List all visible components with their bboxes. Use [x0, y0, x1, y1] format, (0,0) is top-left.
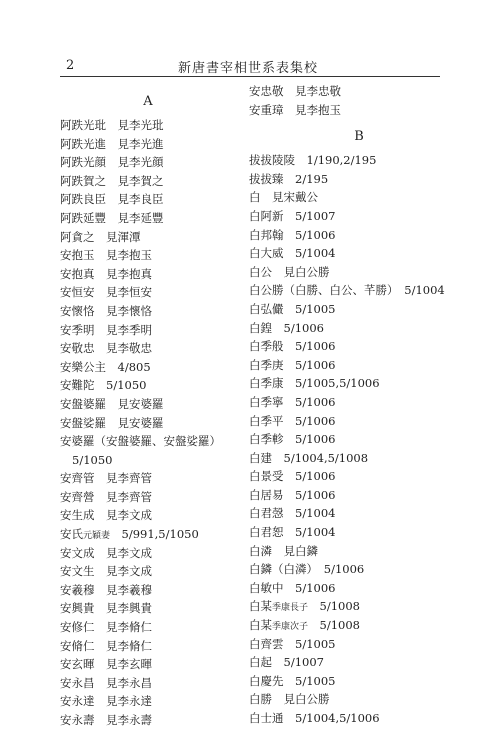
index-entry: 安恒安 見李恒安: [60, 285, 152, 300]
header-rule: [60, 76, 440, 77]
index-entry: [249, 597, 469, 616]
index-entry: 安季明 見李季明: [60, 322, 152, 337]
index-entry: 安懷恪 見李懷恪: [60, 303, 152, 318]
index-entry: 安齊管 見李齊管: [60, 471, 152, 486]
index-entry: 安盤娑羅 見安婆羅: [60, 415, 164, 430]
index-entry: 安文生 見李文成: [60, 564, 152, 579]
index-entry: 白季寧 5/1006: [249, 394, 336, 409]
entry-name: 白某: [249, 599, 272, 614]
index-entry: 安樂公主 4/805: [60, 359, 151, 374]
entry-note: 元穎妻: [83, 531, 111, 542]
entry-ref: 5/1008: [308, 599, 360, 614]
index-list-a-cont: [249, 82, 469, 119]
index-entry: 白居易 5/1006: [249, 487, 336, 502]
index-entry: 阿跌賀之 見李賀之: [60, 173, 164, 188]
index-entry: 白鍠 5/1006: [249, 320, 324, 335]
index-list-a3: [60, 544, 236, 730]
section-heading-a: A: [143, 94, 153, 109]
index-list-a2: [60, 469, 236, 525]
index-entry: 安難陀 5/1050: [60, 378, 147, 393]
index-entry: 安脩仁 見李脩仁: [60, 638, 152, 653]
index-entry: 阿跌良臣 見李良臣: [60, 192, 164, 207]
index-entry: 拔拔臻 2/195: [249, 171, 329, 186]
index-entry: 安永達 見李永達: [60, 694, 152, 709]
page-header: [0, 0, 502, 82]
index-entry: 拔拔陵陵 1/190,2/195: [249, 153, 377, 168]
index-list-b2: [249, 635, 469, 728]
entry-ref: 5/1008: [308, 618, 360, 633]
index-entry: 安抱玉 見李抱玉: [60, 248, 152, 263]
index-entry: [60, 525, 236, 544]
index-entry: 白弘儼 5/1005: [249, 301, 336, 316]
index-entry: 白季平 5/1006: [249, 413, 336, 428]
index-entry: 安興貴 見李興貴: [60, 601, 152, 616]
index-entry: 白大威 5/1004: [249, 246, 336, 261]
index-entry: 白季康 5/1005,5/1006: [249, 376, 380, 391]
index-entry: 安永壽 見李永壽: [60, 713, 152, 727]
entry-note: 季康長子: [272, 603, 309, 614]
index-entry: 阿跌光進 見李光進: [60, 136, 164, 151]
page-number: 2: [66, 58, 75, 73]
entry-continuation: 5/1050: [72, 452, 113, 467]
index-entry: 白阿新 5/1007: [249, 208, 336, 223]
index-entry: 安生成 見李文成: [60, 508, 152, 523]
index-entry: 安齊營 見李齊管: [60, 489, 152, 504]
index-entry: 阿貪之 見渾潭: [60, 229, 141, 244]
index-entry: 安羲穆 見李羲穆: [60, 582, 152, 597]
index-entry: 白鏻（白潾） 5/1006: [249, 562, 365, 577]
index-entry: 阿跌光顔 見李光顔: [60, 155, 164, 170]
entry-text: 安婆羅（安盤婆羅、安盤娑羅）: [60, 434, 221, 449]
index-entry: [249, 616, 469, 635]
index-entry: 白公勝（白勝、白公、芊勝） 5/1004: [249, 283, 445, 298]
right-column: [249, 82, 469, 728]
index-entry: 白邦翰 5/1006: [249, 227, 336, 242]
index-entry: 安敬忠 見李敬忠: [60, 341, 152, 356]
index-entry: 安忠敬 見李忠敬: [249, 84, 341, 98]
index-entry: 安永昌 見李永昌: [60, 675, 152, 690]
index-entry: 白君恕 5/1004: [249, 525, 336, 540]
index-entry: 安重璋 見李抱玉: [249, 102, 341, 117]
index-entry: 安盤婆羅 見安婆羅: [60, 396, 164, 411]
index-entry: 白勝 見白公勝: [249, 692, 330, 707]
index-entry: 阿跌延豐 見李延豐: [60, 210, 164, 225]
index-entry: 白季庚 5/1006: [249, 357, 336, 372]
entry-name: 白某: [249, 618, 272, 633]
index-entry: 安修仁 見李脩仁: [60, 620, 152, 635]
index-entry: 白公 見白公勝: [249, 264, 330, 279]
index-entry: 白起 5/1007: [249, 655, 324, 670]
index-entry: 白敏中 5/1006: [249, 580, 336, 595]
index-entry: 安抱真 見李抱真: [60, 266, 152, 281]
index-entry: 安玄暉 見李玄暉: [60, 657, 152, 672]
index-entry: 安文成 見李文成: [60, 545, 152, 560]
index-entry: 白季軫 5/1006: [249, 432, 336, 447]
index-entry: 白景受 5/1006: [249, 469, 336, 484]
index-entry: 白季般 5/1006: [249, 339, 336, 354]
index-entry: 白齊雲 5/1005: [249, 636, 336, 651]
entry-ref: 5/991,5/1050: [110, 527, 199, 542]
index-entry: 白慶先 5/1005: [249, 673, 336, 688]
index-entry: 阿跌光玭 見李光玭: [60, 118, 164, 132]
left-column: [60, 82, 236, 730]
entry-note: 季康次子: [272, 622, 309, 633]
running-title: 新唐書宰相世系表集校: [178, 61, 319, 76]
index-entry: 白 見宋戴公: [249, 190, 318, 205]
index-list-a1: [60, 116, 236, 432]
index-entry: [60, 432, 236, 469]
section-heading-b: B: [354, 129, 364, 145]
index-entry: 白士通 5/1004,5/1006: [249, 711, 380, 725]
entry-name: 安氏: [60, 527, 83, 542]
index-list-b1: [249, 151, 469, 597]
index-entry: 白建 5/1004,5/1008: [249, 450, 369, 465]
index-entry: 白潾 見白鏻: [249, 543, 318, 558]
index-entry: 白君愨 5/1004: [249, 506, 336, 521]
